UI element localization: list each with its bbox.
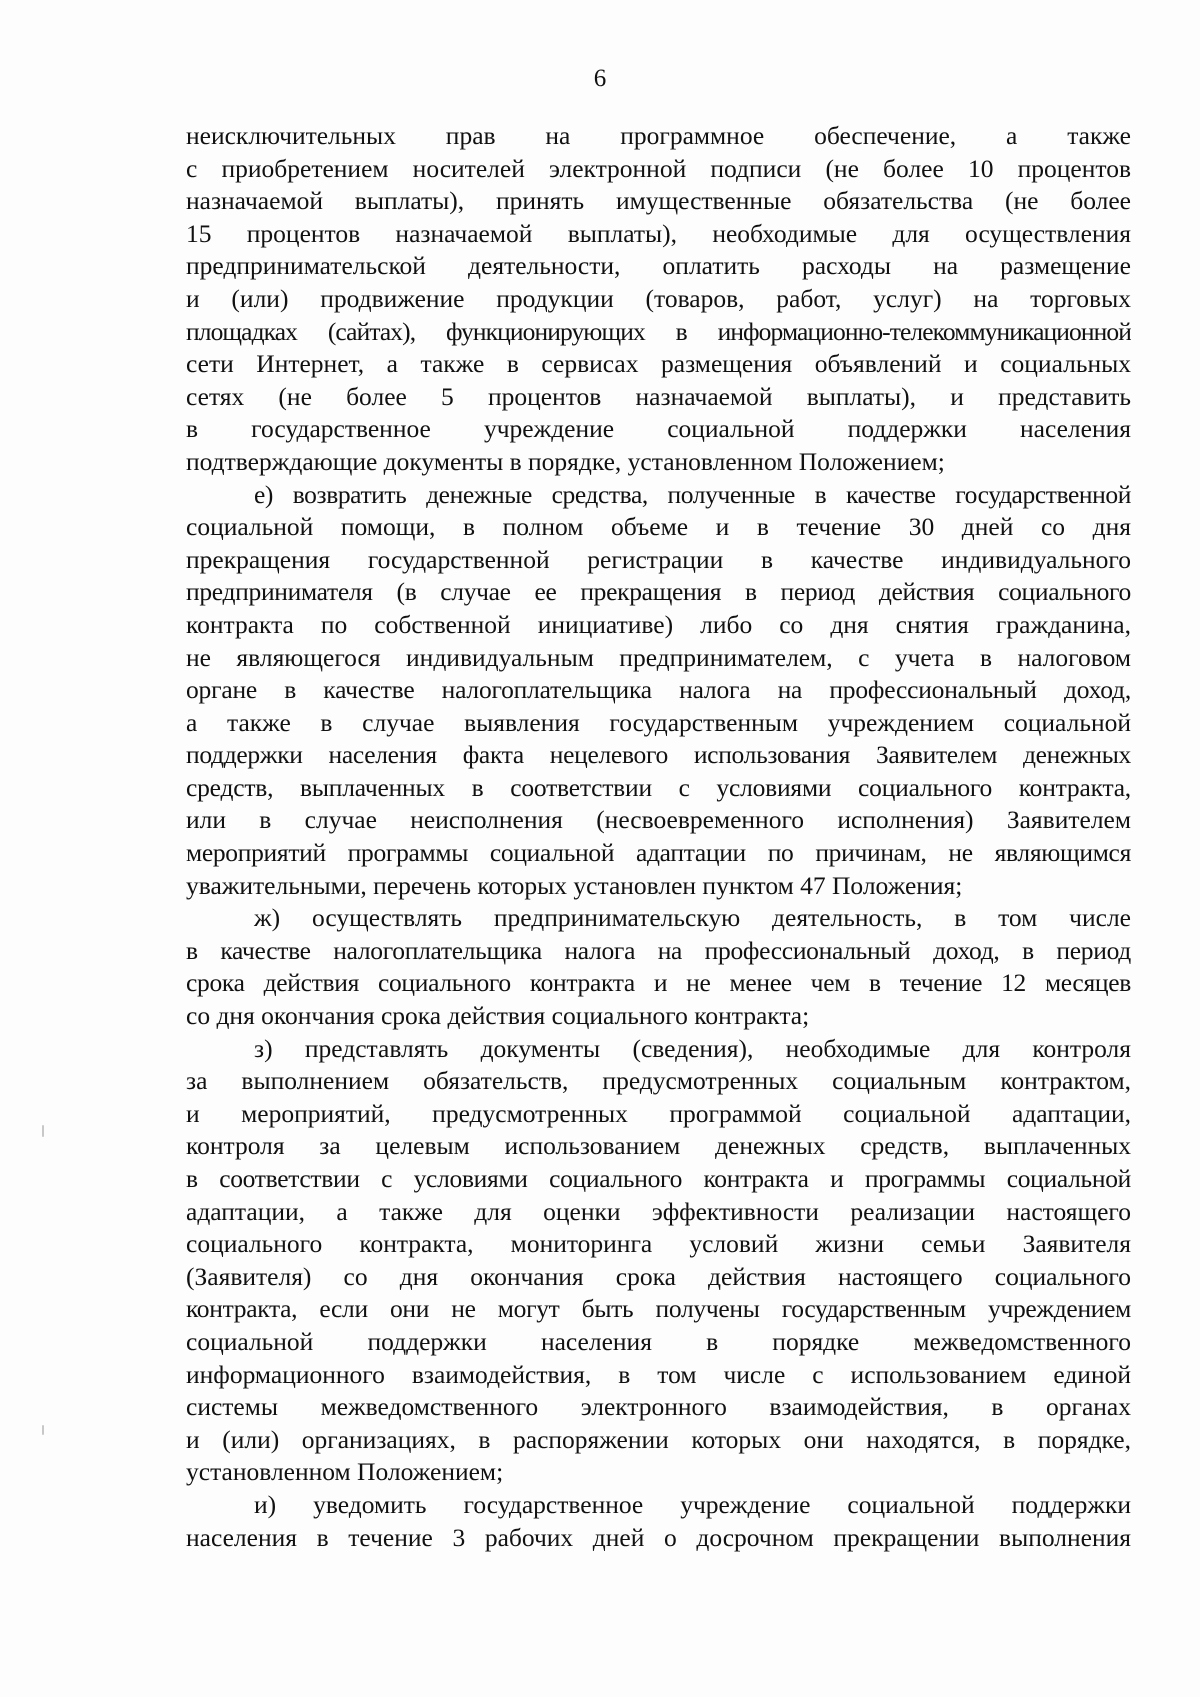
- scan-speck: [42, 1125, 44, 1137]
- text-line: и (или) организациях, в распоряжении которых они находятся, в порядке,: [186, 1424, 1131, 1454]
- text-line: органе в качестве налогоплательщика налога на профессиональный доход,: [186, 675, 1131, 705]
- text-line: уважительными, перечень которых установлен пунктом 47 Положения;: [186, 870, 963, 900]
- scan-speck: [42, 1425, 44, 1435]
- text-line: в качестве налогоплательщика налога на профессиональный доход, в период: [186, 935, 1131, 965]
- text-line: адаптации, а также для оценки эффективности реализации настоящего: [186, 1196, 1131, 1226]
- paragraph-i-first-line: и) уведомить государственное учреждение социальной поддержки: [254, 1489, 1131, 1519]
- text-line: назначаемой выплаты), принять имущественные обязательства (не более: [186, 186, 1131, 216]
- text-line: неисключительных прав на программное обеспечение, а также: [186, 121, 1131, 150]
- text-line: с приобретением носителей электронной подписи (не более 10 процентов: [186, 153, 1131, 183]
- text-line: социальной поддержки населения в порядке межведомственного: [186, 1326, 1131, 1356]
- text-line: предпринимателя (в случае ее прекращения в период действия социального: [186, 577, 1131, 607]
- text-line: поддержки населения факта нецелевого использования Заявителем денежных: [186, 740, 1131, 770]
- paragraph-z-first-line: з) представлять документы (сведения), необходимые для контроля: [254, 1033, 1131, 1063]
- text-line: а также в случае выявления государственным учреждением социальной: [186, 707, 1131, 737]
- text-line: со дня окончания срока действия социального контракта;: [186, 1001, 810, 1031]
- text-line: социального контракта, мониторинга условий жизни семьи Заявителя: [186, 1229, 1131, 1259]
- text-line: или в случае неисполнения (несвоевременного исполнения) Заявителем: [186, 805, 1131, 835]
- text-line: 15 процентов назначаемой выплаты), необходимые для осуществления: [186, 218, 1131, 248]
- text-line: подтверждающие документы в порядке, установленном Положением;: [186, 446, 945, 476]
- text-line: и (или) продвижение продукции (товаров, работ, услуг) на торговых: [186, 283, 1131, 313]
- text-line: мероприятий программы социальной адаптации по причинам, не являющимся: [186, 838, 1131, 868]
- text-line: информационного взаимодействия, в том числе с использованием единой: [186, 1359, 1131, 1389]
- text-line: и мероприятий, предусмотренных программой социальной адаптации,: [186, 1098, 1131, 1128]
- document-body: [186, 120, 1131, 1554]
- text-line: предпринимательской деятельности, оплатить расходы на размещение: [186, 251, 1131, 281]
- text-line: средств, выплаченных в соответствии с условиями социального контракта,: [186, 772, 1131, 802]
- paragraph-e-first-line: е) возвратить денежные средства, полученные в качестве государственной: [254, 479, 1131, 509]
- text-line: не являющегося индивидуальным предпринимателем, с учета в налоговом: [186, 642, 1131, 672]
- text-line: (Заявителя) со дня окончания срока действия настоящего социального: [186, 1261, 1131, 1291]
- text-line: контракта, если они не могут быть получены государственным учреждением: [186, 1294, 1131, 1324]
- page-number: 6: [593, 65, 607, 92]
- text-line: контракта по собственной инициативе) либо со дня снятия гражданина,: [186, 609, 1131, 639]
- text-line: в государственное учреждение социальной поддержки населения: [186, 414, 1131, 444]
- text-line: в соответствии с условиями социального контракта и программы социальной: [186, 1164, 1131, 1193]
- text-line: за выполнением обязательств, предусмотренных социальным контрактом,: [186, 1066, 1131, 1096]
- text-line: срока действия социального контракта и не менее чем в течение 12 месяцев: [186, 968, 1131, 998]
- text-line: системы межведомственного электронного взаимодействия, в органах: [186, 1392, 1131, 1422]
- text-line: сети Интернет, а также в сервисах размещения объявлений и социальных: [186, 349, 1131, 379]
- text-line: прекращения государственной регистрации в качестве индивидуального: [186, 544, 1131, 574]
- text-line: установленном Положением;: [186, 1457, 504, 1487]
- text-line: сетях (не более 5 процентов назначаемой выплаты), и представить: [186, 381, 1131, 411]
- text-line: социальной помощи, в полном объеме и в течение 30 дней со дня: [186, 512, 1131, 542]
- text-line: площадках (сайтах), функционирующих в информационно-телекоммуникационной: [186, 316, 1131, 346]
- text-line: населения в течение 3 рабочих дней о досрочном прекращении выполнения: [186, 1522, 1131, 1552]
- text-line: контроля за целевым использованием денежных средств, выплаченных: [186, 1131, 1131, 1161]
- paragraph-zh-first-line: ж) осуществлять предпринимательскую деятельность, в том числе: [254, 903, 1131, 933]
